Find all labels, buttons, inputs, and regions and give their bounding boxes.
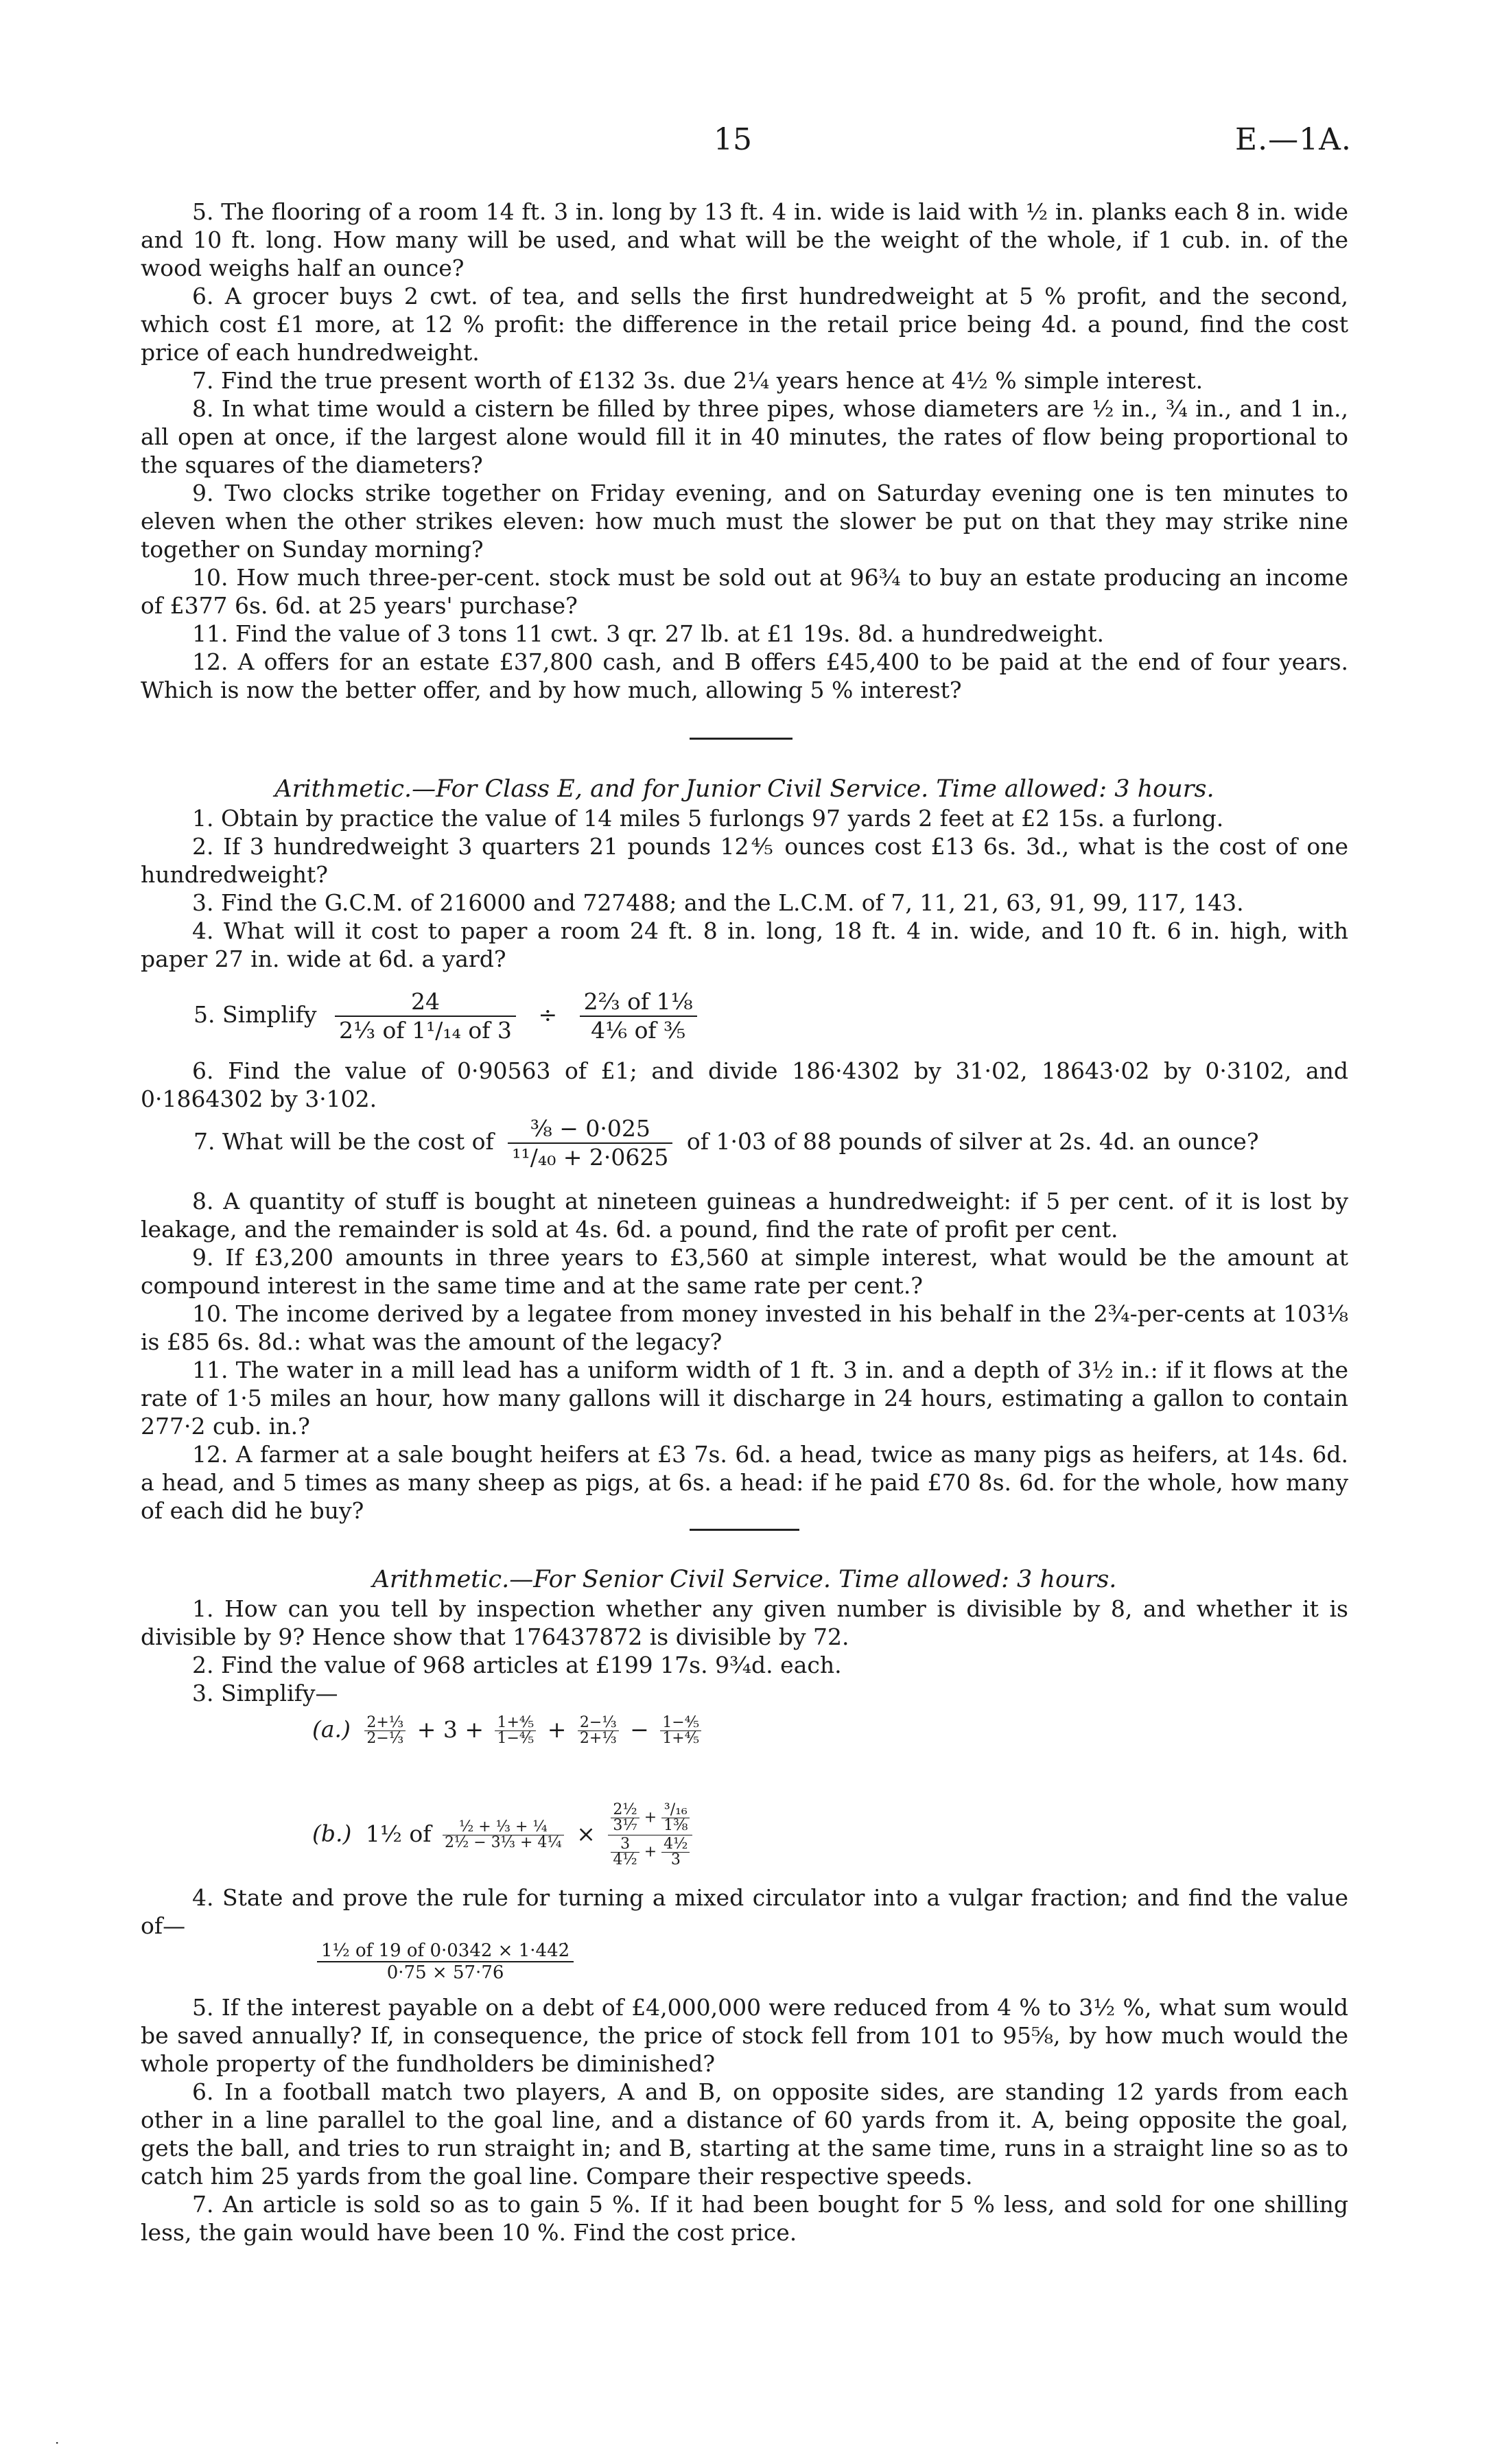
section-divider (690, 1529, 799, 1531)
question-3a-expression: (a.) $\frac{\text{2+⅓}}{\text{2−⅓}}$ + 3 + $\frac{\text{1+⅘}}{\text{1−⅘}}$ + $\frac{\text{2−⅓}}{\text{2+⅓}}$ − $\frac{\text{1−⅘}}{\text{1+⅘}}$ (312, 1715, 701, 1746)
q4-denominator: 0·75 × 57·76 (386, 1962, 504, 1983)
question-9: 9. Two clocks strike together on Friday evening, and on Saturday evening one is ten minutes to eleven when the other strikes eleven: how much must the slower be put on that they may strike nine together on Sunday morning? (141, 480, 1348, 563)
q3b-compound-fraction (608, 1801, 692, 1869)
top-questions (141, 198, 1348, 704)
print-speck: · (55, 2434, 60, 2451)
section-senior-rest (141, 1993, 1348, 2246)
question-11: 11. The water in a mill lead has a uniform width of 1 ft. 3 in. and a depth of 3½ in.: if it flows at the rate of 1·5 miles an hour, how many gallons will it discharge in 24 hours, estimating a gallon to contain 277·2 cub. in.? (141, 1357, 1348, 1440)
question-10: 10. The income derived by a legatee from money invested in his behalf in the 2¾-per-cents at 103⅛ is £85 6s. 8d.: what was the amount of the legacy? (141, 1300, 1348, 1355)
question-12: 12. A farmer at a sale bought heifers at £3 7s. 6d. a head, twice as many pigs as heifers, at 14s. 6d. a head, and 5 times as many sheep as pigs, at 6s. a head: if he paid £70 8s. 6d. for the whole, how many of each did he buy? (141, 1441, 1348, 1524)
question-8: 8. In what time would a cistern be filled by three pipes, whose diameters are ½ in., ¾ in., and 1 in., all open at once, if the largest alone would fill it in 40 minutes, the rates of flow being proportional to the squares of the diameters? (141, 395, 1348, 478)
q7-prefix: 7. What will be the cost of (193, 1128, 494, 1155)
q3b-times: × (576, 1820, 596, 1847)
question-4-expression (317, 1940, 574, 1983)
question-4-block (141, 1884, 1348, 1940)
question-7: 7. An article is sold so as to gain 5 %. If it had been bought for 5 % less, and sold for one shilling less, the gain would have been 10 %. Find the cost price. (141, 2191, 1348, 2246)
question-4: 4. What will it cost to paper a room 24 ft. 8 in. long, 18 ft. 4 in. wide, and 10 ft. 6 in. high, with paper 27 in. wide at 6d. a yard? (141, 917, 1348, 972)
q7-fraction (508, 1115, 672, 1171)
question-8: 8. A quantity of stuff is bought at nineteen guineas a hundredweight: if 5 per cent. of it is lost by leakage, and the remainder is sold at 4s. 6d. a pound, find the rate of profit per cent. (141, 1188, 1348, 1243)
q7-numerator: ⅜ − 0·025 (508, 1115, 672, 1144)
q3b-label: (b.) (312, 1820, 352, 1847)
question-9: 9. If £3,200 amounts in three years to £3,560 at simple interest, what would be the amount at compound interest in the same time and at the same rate per cent.? (141, 1244, 1348, 1299)
section-class-e-rest (141, 1187, 1348, 1525)
q3a-frac-3: $\frac{\text{2−⅓}}{\text{2+⅓}}$ (578, 1715, 619, 1746)
question-12: 12. A offers for an estate £37,800 cash, and B offers £45,400 to be paid at the end of four years. Which is now the better offer, and by how much, allowing 5 % interest? (141, 648, 1348, 703)
section-senior (141, 1564, 1348, 1707)
question-10: 10. How much three-per-cent. stock must be sold out at 96¾ to buy an estate producing an income of £377 6s. 6d. at 25 years' purchase? (141, 564, 1348, 619)
question-11: 11. Find the value of 3 tons 11 cwt. 3 qr. 27 lb. at £1 19s. 8d. a hundredweight. (192, 620, 1105, 647)
q3b-frac-1: ½ + ⅓ + ¼ 2½ − 3⅓ + 4¼ (443, 1820, 564, 1851)
question-2: 2. Find the value of 968 articles at £199 17s. 9¾d. each. (192, 1652, 842, 1678)
question-3: 3. Find the G.C.M. of 216000 and 727488; and the L.C.M. of 7, 11, 21, 63, 91, 99, 117, 143. (192, 889, 1244, 916)
question-4: 4. State and prove the rule for turning a mixed circulator into a vulgar fraction; and find the value of— (141, 1884, 1348, 1939)
question-5-simplify (193, 988, 697, 1044)
question-5: 5. If the interest payable on a debt of £4,000,000 were reduced from 4 % to 3½ %, what sum would be saved annually? If, in consequence, the price of stock fell from 101 to 95⅝, by how much would the whole property of the fundholders be diminished? (141, 1994, 1348, 2077)
page-number: 15 (714, 122, 752, 157)
q5-prefix: 5. Simplify (193, 1001, 317, 1028)
section-class-e (141, 774, 1348, 973)
question-6-block (141, 1057, 1348, 1113)
q5-b-numerator: 2⅔ of 1⅛ (580, 988, 697, 1017)
q3b-compound-bottom: $\frac{3}{\text{4½}}$ + $\frac{\text{4½}}{3}$ (608, 1835, 692, 1869)
q3b-compound-top: $\frac{\text{2½}}{\text{3⅐}}$ + ³/₁₆ 1⅜ (608, 1801, 692, 1835)
question-3: 3. Simplify— (192, 1680, 338, 1706)
q7-denominator: ¹¹/₄₀ + 2·0625 (512, 1144, 669, 1171)
q7-suffix: of 1·0̇3̇ of 88 pounds of silver at 2s. 4d. an ounce? (686, 1128, 1259, 1155)
q3a-plus-three: + 3 + (416, 1715, 484, 1743)
q5-b-denominator: 4⅙ of ⅗ (591, 1017, 686, 1044)
q3b-lead: 1½ of (365, 1820, 432, 1847)
q3a-frac-4: $\frac{\text{1−⅘}}{\text{1+⅘}}$ (660, 1715, 701, 1746)
q3a-frac-2: $\frac{\text{1+⅘}}{\text{1−⅘}}$ (495, 1715, 536, 1746)
question-1: 1. How can you tell by inspection whether any given number is divisible by 8, and whether it is divisible by 9? Hence show that 176437872 is divisible by 72. (141, 1595, 1348, 1650)
section-divider (690, 738, 793, 740)
question-7-cost (193, 1115, 1259, 1171)
section-heading: Arithmetic.—For Class E, and for Junior Civil Service. Time allowed: 3 hours. (274, 775, 1214, 803)
question-1: 1. Obtain by practice the value of 14 miles 5 furlongs 97 yards 2 feet at £2 15s. a furlong. (192, 805, 1224, 832)
document-code: E.—1A. (1235, 122, 1352, 157)
question-3b-expression (312, 1801, 692, 1869)
question-6: 6. Find the value of 0·90563 of £1; and divide 186·4302 by 31·02, 18643·02 by 0·3102, and 0·1864302 by 3·102. (141, 1057, 1348, 1112)
question-5: 5. The flooring of a room 14 ft. 3 in. long by 13 ft. 4 in. wide is laid with ½ in. planks each 8 in. wide and 10 ft. long. How many will be used, and what will be the weight of the whole, if 1 cub. in. of the wood weighs half an ounce? (141, 198, 1348, 281)
question-6: 6. A grocer buys 2 cwt. of tea, and sells the first hundredweight at 5 % profit, and the second, which cost £1 more, at 12 % profit: the difference in the retail price being 4d. a pound, find the cost price of each hundredweight. (141, 283, 1348, 366)
section-heading: Arithmetic.—For Senior Civil Service. Time allowed: 3 hours. (372, 1566, 1117, 1593)
q5-a-denominator: 2⅓ of 1¹/₁₄ of 3 (339, 1017, 512, 1044)
question-6: 6. In a football match two players, A and B, on opposite sides, are standing 12 yards from each other in a line parallel to the goal line, and a distance of 60 yards from it. A, being opposite the goal, gets the ball, and tries to run straight in; and B, starting at the same time, runs in a straight line so as to catch him 25 yards from the goal line. Compare their respective speeds. (141, 2078, 1348, 2190)
q5-a-numerator: 24 (335, 988, 516, 1017)
q5-fraction-b (580, 988, 697, 1044)
q4-numerator: 1½ of 19 of 0·0342 × 1·44̇2̇ (317, 1940, 574, 1962)
q5-fraction-a (335, 988, 516, 1044)
question-7: 7. Find the true present worth of £132 3s. due 2¼ years hence at 4½ % simple interest. (192, 367, 1204, 394)
q5-divide-sign: ÷ (538, 1001, 558, 1028)
q3a-frac-1: $\frac{\text{2+⅓}}{\text{2−⅓}}$ (364, 1715, 406, 1746)
question-2: 2. If 3 hundredweight 3 quarters 21 pounds 12⅘ ounces cost £13 6s. 3d., what is the cost of one hundredweight? (141, 833, 1348, 888)
q3a-label: (a.) (312, 1715, 351, 1743)
